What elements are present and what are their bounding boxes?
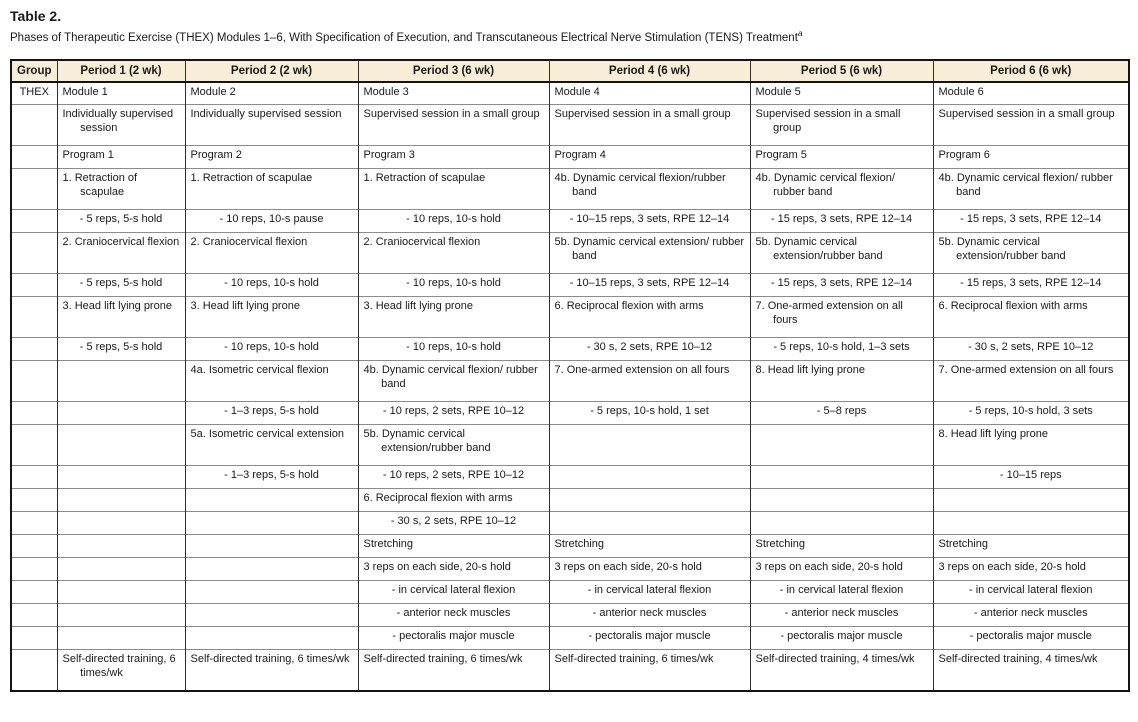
table-cell: [358, 233, 549, 274]
table-cell: [185, 535, 358, 558]
table-cell: [57, 402, 185, 425]
table-cell: [57, 297, 185, 338]
cell-text: 4b. Dynamic cervical flexion/ rubber band: [363, 364, 538, 391]
group-cell: [11, 146, 57, 169]
table-row: [11, 425, 1129, 466]
table-cell: [57, 425, 185, 466]
cell-text: 6. Reciprocal flexion with arms: [554, 300, 704, 313]
cell-text: Stretching: [938, 538, 989, 551]
group-cell: [11, 169, 57, 210]
table-cell: - 1–3 reps, 5-s hold: [185, 466, 358, 489]
group-cell: [11, 402, 57, 425]
table-cell: - 30 s, 2 sets, RPE 10–12: [549, 338, 750, 361]
cell-text: Individually supervised session: [62, 108, 174, 135]
table-cell: - in cervical lateral flexion: [750, 581, 933, 604]
table-cell: - 10 reps, 10-s hold: [358, 274, 549, 297]
cell-text: 8. Head lift lying prone: [755, 364, 865, 377]
group-cell: [11, 466, 57, 489]
table-cell: [57, 361, 185, 402]
cell-text: Self-directed training, 6 times/wk: [190, 653, 350, 666]
table-cell: - anterior neck muscles: [933, 604, 1129, 627]
header-row: [11, 60, 1129, 82]
table-row: [11, 210, 1129, 233]
cell-text: 7. One-armed extension on all fours: [554, 364, 730, 377]
group-cell: [11, 512, 57, 535]
table-cell: - 10 reps, 10-s pause: [185, 210, 358, 233]
cell-text: 2. Craniocervical flexion: [190, 236, 308, 249]
table-cell: [185, 361, 358, 402]
column-header: Period 4 (6 wk): [549, 60, 750, 82]
table-cell: [933, 535, 1129, 558]
table-cell: [185, 233, 358, 274]
cell-text: 3. Head lift lying prone: [62, 300, 172, 313]
cell-text: 6. Reciprocal flexion with arms: [363, 492, 513, 505]
table-cell: [750, 512, 933, 535]
cell-text: 5b. Dynamic cervical extension/rubber band: [938, 236, 1066, 263]
cell-text: Stretching: [554, 538, 605, 551]
table-cell: [185, 169, 358, 210]
table-cell: [358, 425, 549, 466]
group-cell: [11, 558, 57, 581]
table-cell: [549, 425, 750, 466]
table-cell: - 10–15 reps: [933, 466, 1129, 489]
cell-text: 3. Head lift lying prone: [190, 300, 300, 313]
table-cell: [358, 535, 549, 558]
table-cell: [57, 489, 185, 512]
cell-text: 4b. Dynamic cervical flexion/ rubber band: [938, 172, 1113, 199]
table-cell: [549, 297, 750, 338]
table-cell: - 5 reps, 5-s hold: [57, 338, 185, 361]
table-cell: [185, 558, 358, 581]
table-cell: [185, 512, 358, 535]
table-cell: [750, 361, 933, 402]
table-cell: [933, 512, 1129, 535]
table-cell: [750, 425, 933, 466]
cell-text: Self-directed training, 4 times/wk: [755, 653, 915, 666]
table-cell: - 10 reps, 2 sets, RPE 10–12: [358, 466, 549, 489]
cell-text: Program 4: [554, 149, 606, 162]
cell-text: 4b. Dynamic cervical flexion/ rubber band: [755, 172, 895, 199]
table-cell: [549, 489, 750, 512]
table-cell: - pectoralis major muscle: [750, 627, 933, 650]
table-cell: - 10 reps, 10-s hold: [185, 274, 358, 297]
cell-text: Module 4: [554, 85, 600, 98]
table-cell: [57, 146, 185, 169]
table-cell: [57, 512, 185, 535]
table-body: [11, 82, 1129, 691]
cell-text: Individually supervised session: [190, 108, 342, 121]
table-row: [11, 650, 1129, 691]
table-cell: [358, 361, 549, 402]
table-title: Table 2.: [10, 8, 62, 24]
table-cell: [57, 82, 185, 105]
table-cell: [933, 169, 1129, 210]
group-cell: [11, 425, 57, 466]
cell-text: 1. Retraction of scapulae: [62, 172, 138, 199]
group-cell: THEX: [11, 82, 57, 105]
table-cell: [549, 512, 750, 535]
table-row: [11, 233, 1129, 274]
table-cell: [185, 82, 358, 105]
table-cell: [549, 233, 750, 274]
table-cell: [358, 146, 549, 169]
group-cell: [11, 338, 57, 361]
cell-text: Supervised session in a small group: [938, 108, 1115, 121]
table-caption: [10, 28, 1128, 46]
table-row: [11, 489, 1129, 512]
table-cell: [185, 581, 358, 604]
table-cell: [57, 233, 185, 274]
table-cell: [933, 105, 1129, 146]
cell-text: Supervised session in a small group: [554, 108, 731, 121]
group-cell: [11, 297, 57, 338]
table-cell: [549, 535, 750, 558]
table-cell: [57, 627, 185, 650]
group-cell: [11, 489, 57, 512]
table-cell: - 5 reps, 10-s hold, 1–3 sets: [750, 338, 933, 361]
table-cell: [57, 604, 185, 627]
table-cell: [933, 650, 1129, 691]
cell-text: 1. Retraction of scapulae: [363, 172, 486, 185]
group-cell: [11, 581, 57, 604]
table-cell: - 15 reps, 3 sets, RPE 12–14: [750, 210, 933, 233]
table-cell: [933, 297, 1129, 338]
table-cell: [57, 169, 185, 210]
table-row: [11, 274, 1129, 297]
table-cell: - 10–15 reps, 3 sets, RPE 12–14: [549, 210, 750, 233]
table-row: [11, 297, 1129, 338]
table-cell: [185, 297, 358, 338]
table-cell: [358, 169, 549, 210]
table-cell: [933, 233, 1129, 274]
table-cell: [549, 146, 750, 169]
cell-text: 5a. Isometric cervical extension: [190, 428, 344, 441]
table-cell: [549, 361, 750, 402]
table-cell: [57, 466, 185, 489]
table-cell: [358, 650, 549, 691]
table-cell: - 10 reps, 10-s hold: [358, 338, 549, 361]
table-cell: [933, 558, 1129, 581]
cell-text: Program 5: [755, 149, 807, 162]
cell-text: Module 2: [190, 85, 236, 98]
table-cell: [57, 535, 185, 558]
cell-text: Module 6: [938, 85, 984, 98]
table-cell: - 1–3 reps, 5-s hold: [185, 402, 358, 425]
table-cell: [750, 146, 933, 169]
table-cell: [750, 105, 933, 146]
cell-text: Program 6: [938, 149, 990, 162]
table-cell: [549, 82, 750, 105]
column-header: Period 2 (2 wk): [185, 60, 358, 82]
table-cell: [933, 489, 1129, 512]
cell-text: Program 3: [363, 149, 415, 162]
table-cell: [549, 169, 750, 210]
table-cell: [549, 650, 750, 691]
table-cell: [549, 558, 750, 581]
table-cell: [750, 535, 933, 558]
cell-text: Self-directed training, 6 times/wk: [62, 653, 176, 680]
cell-text: 6. Reciprocal flexion with arms: [938, 300, 1088, 313]
group-cell: [11, 604, 57, 627]
table-cell: - pectoralis major muscle: [549, 627, 750, 650]
table-cell: - 5 reps, 10-s hold, 1 set: [549, 402, 750, 425]
table-row: [11, 82, 1129, 105]
cell-text: 4b. Dynamic cervical flexion/rubber band: [554, 172, 726, 199]
table-cell: - 30 s, 2 sets, RPE 10–12: [933, 338, 1129, 361]
cell-text: 2. Craniocervical flexion: [363, 236, 481, 249]
table-cell: [933, 425, 1129, 466]
table-cell: - 15 reps, 3 sets, RPE 12–14: [750, 274, 933, 297]
cell-text: Self-directed training, 4 times/wk: [938, 653, 1098, 666]
group-cell: [11, 210, 57, 233]
table-cell: [185, 604, 358, 627]
table-cell: - 30 s, 2 sets, RPE 10–12: [358, 512, 549, 535]
group-cell: [11, 650, 57, 691]
group-cell: [11, 627, 57, 650]
cell-text: 3 reps on each side, 20-s hold: [554, 561, 702, 574]
cell-text: 3 reps on each side, 20-s hold: [938, 561, 1086, 574]
table-cell: [358, 105, 549, 146]
cell-text: 4a. Isometric cervical flexion: [190, 364, 329, 377]
thex-table: [10, 59, 1130, 692]
cell-text: Self-directed training, 6 times/wk: [554, 653, 714, 666]
table-cell: - 10–15 reps, 3 sets, RPE 12–14: [549, 274, 750, 297]
table-cell: - pectoralis major muscle: [358, 627, 549, 650]
cell-text: Supervised session in a small group: [363, 108, 540, 121]
cell-text: Module 5: [755, 85, 801, 98]
table-cell: - 10 reps, 10-s hold: [358, 210, 549, 233]
column-header: Period 3 (6 wk): [358, 60, 549, 82]
table-cell: [57, 581, 185, 604]
table-cell: - 5 reps, 10-s hold, 3 sets: [933, 402, 1129, 425]
table-cell: - 5 reps, 5-s hold: [57, 210, 185, 233]
table-cell: - in cervical lateral flexion: [358, 581, 549, 604]
cell-text: Stretching: [363, 538, 414, 551]
group-cell: [11, 274, 57, 297]
column-header: Group: [11, 60, 57, 82]
table-cell: [933, 146, 1129, 169]
table-cell: [750, 466, 933, 489]
table-row: [11, 402, 1129, 425]
cell-text: Stretching: [755, 538, 806, 551]
table-cell: [750, 233, 933, 274]
table-row: [11, 535, 1129, 558]
column-header: Period 6 (6 wk): [933, 60, 1129, 82]
cell-text: 5b. Dynamic cervical extension/rubber band: [755, 236, 883, 263]
table-row: [11, 604, 1129, 627]
cell-text: Supervised session in a small group: [755, 108, 901, 135]
table-cell: [185, 425, 358, 466]
table-cell: [185, 650, 358, 691]
group-cell: [11, 361, 57, 402]
table-cell: - anterior neck muscles: [549, 604, 750, 627]
group-cell: [11, 105, 57, 146]
cell-text: 8. Head lift lying prone: [938, 428, 1048, 441]
table-cell: [549, 105, 750, 146]
table-row: [11, 627, 1129, 650]
table-row: [11, 558, 1129, 581]
table-cell: - anterior neck muscles: [358, 604, 549, 627]
cell-text: 3. Head lift lying prone: [363, 300, 473, 313]
table-caption-text: Phases of Therapeutic Exercise (THEX) Modules 1–6, With Specification of Execution, and Transcutaneous Electrical Nerve Stimulation (TENS) Treatment: [10, 31, 798, 44]
table-cell: [358, 297, 549, 338]
cell-text: Module 1: [62, 85, 108, 98]
cell-text: 3 reps on each side, 20-s hold: [363, 561, 511, 574]
table-cell: - anterior neck muscles: [750, 604, 933, 627]
table-cell: [750, 489, 933, 512]
cell-text: Program 2: [190, 149, 242, 162]
table-cell: [185, 146, 358, 169]
column-header: Period 1 (2 wk): [57, 60, 185, 82]
cell-text: 1. Retraction of scapulae: [190, 172, 313, 185]
table-cell: - 10 reps, 10-s hold: [185, 338, 358, 361]
cell-text: 3 reps on each side, 20-s hold: [755, 561, 903, 574]
table-row: [11, 466, 1129, 489]
cell-text: Program 1: [62, 149, 114, 162]
footnote-marker: a: [797, 27, 803, 38]
table-cell: [750, 82, 933, 105]
column-header: Period 5 (6 wk): [750, 60, 933, 82]
table-row: [11, 105, 1129, 146]
table-cell: [933, 361, 1129, 402]
table-cell: [185, 105, 358, 146]
cell-text: 2. Craniocervical flexion: [62, 236, 180, 249]
cell-text: 5b. Dynamic cervical extension/rubber band: [363, 428, 491, 455]
table-cell: [549, 466, 750, 489]
table-cell: [358, 489, 549, 512]
table-cell: [750, 169, 933, 210]
table-row: [11, 361, 1129, 402]
table-cell: - pectoralis major muscle: [933, 627, 1129, 650]
table-row: [11, 512, 1129, 535]
table-cell: [358, 82, 549, 105]
cell-text: Module 3: [363, 85, 409, 98]
table-cell: - in cervical lateral flexion: [549, 581, 750, 604]
cell-text: 7. One-armed extension on all fours: [938, 364, 1114, 377]
table-cell: [57, 650, 185, 691]
table-row: [11, 146, 1129, 169]
table-cell: - in cervical lateral flexion: [933, 581, 1129, 604]
table-cell: [933, 82, 1129, 105]
table-cell: [750, 650, 933, 691]
table-cell: [358, 558, 549, 581]
group-cell: [11, 535, 57, 558]
table-cell: - 10 reps, 2 sets, RPE 10–12: [358, 402, 549, 425]
table-cell: [750, 297, 933, 338]
cell-text: Self-directed training, 6 times/wk: [363, 653, 523, 666]
table-row: [11, 338, 1129, 361]
table-cell: [185, 489, 358, 512]
table-cell: - 5–8 reps: [750, 402, 933, 425]
table-cell: [750, 558, 933, 581]
table-cell: [185, 627, 358, 650]
group-cell: [11, 233, 57, 274]
table-cell: - 5 reps, 5-s hold: [57, 274, 185, 297]
cell-text: 5b. Dynamic cervical extension/ rubber band: [554, 236, 745, 263]
table-cell: [57, 105, 185, 146]
table-row: [11, 581, 1129, 604]
table-cell: - 15 reps, 3 sets, RPE 12–14: [933, 210, 1129, 233]
table-cell: - 15 reps, 3 sets, RPE 12–14: [933, 274, 1129, 297]
table-cell: [57, 558, 185, 581]
cell-text: 7. One-armed extension on all fours: [755, 300, 903, 327]
table-row: [11, 169, 1129, 210]
